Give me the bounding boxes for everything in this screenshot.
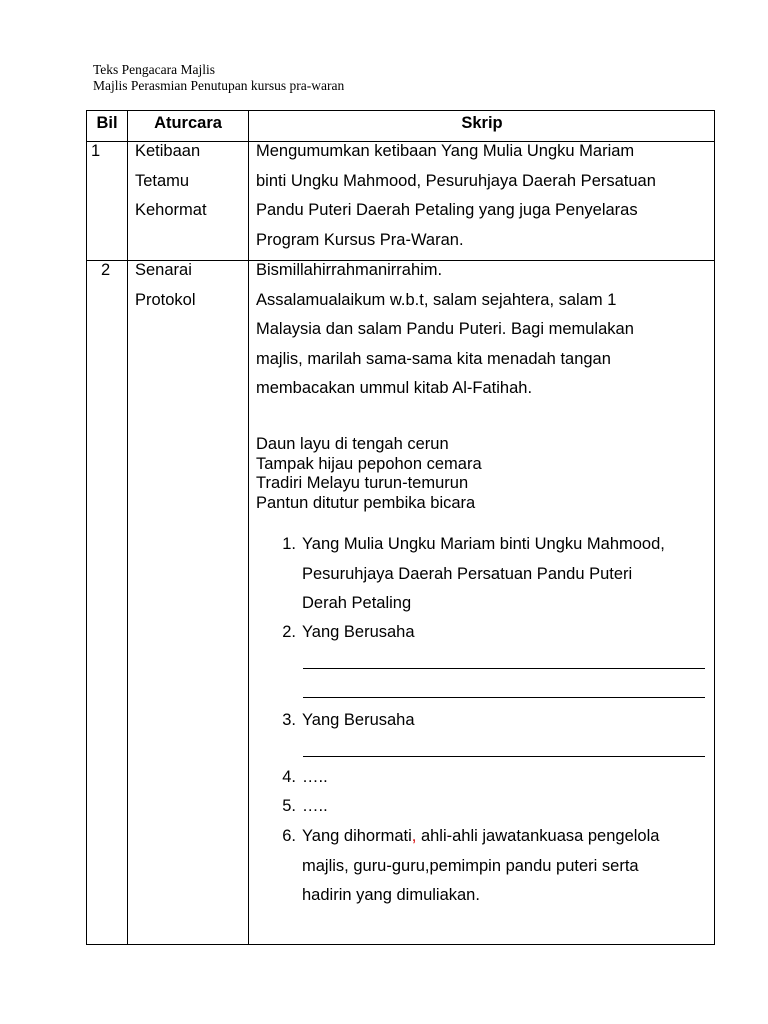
row1-skrip-line: Mengumumkan ketibaan Yang Mulia Ungku Mariam	[256, 142, 635, 160]
row1-aturcara-line: Kehormat	[135, 201, 207, 219]
skrip-intro-line: membacakan ummul kitab Al-Fatihah.	[256, 379, 533, 397]
blank-line	[303, 697, 705, 698]
item-text: Yang Berusaha	[302, 623, 415, 641]
blank-line	[303, 756, 705, 757]
row2-bil: 2	[101, 261, 111, 279]
row2-aturcara-line: Senarai	[135, 261, 192, 279]
item-line-part: ahli-ahli jawatankuasa pengelola	[416, 827, 660, 845]
item-text	[302, 822, 659, 911]
header-aturcara: Aturcara	[154, 114, 222, 132]
header-bil: Bil	[96, 114, 118, 132]
document-title: Teks Pengacara Majlis	[93, 62, 216, 77]
row1-aturcara-line: Tetamu	[135, 171, 190, 190]
item-text: …..	[302, 768, 328, 786]
row2-aturcara-line: Protokol	[135, 290, 196, 309]
row1-bil: 1	[91, 142, 101, 160]
item-text	[302, 530, 665, 619]
pantun-line: Pantun ditutur pembika bicara	[256, 493, 476, 512]
row1-skrip-line: Program Kursus Pra-Waran.	[256, 230, 464, 249]
column-divider	[248, 111, 249, 944]
row1-aturcara-line: Ketibaan	[135, 142, 201, 160]
item-line: Derah Petaling	[302, 594, 412, 612]
item-number: 4.	[282, 768, 296, 786]
header-skrip: Skrip	[461, 114, 503, 132]
pantun-line: Tradiri Melayu turun-temurun	[256, 474, 469, 492]
item-line: Yang Mulia Ungku Mariam binti Ungku Mahmood,	[302, 535, 665, 553]
skrip-intro-line: majlis, marilah sama-sama kita menadah tangan	[256, 349, 611, 368]
blank-line	[303, 668, 705, 669]
item-line-part: Yang dihormati	[302, 827, 412, 845]
pantun-line: Tampak hijau pepohon cemara	[256, 454, 482, 473]
pantun-line: Daun layu di tengah cerun	[256, 435, 449, 453]
item-line	[302, 822, 659, 852]
pantun	[256, 435, 482, 513]
item-line: Pesuruhjaya Daerah Persatuan Pandu Puteri	[302, 564, 633, 583]
red-comma: ,	[411, 827, 417, 845]
document-subtitle: Majlis Perasmian Penutupan kursus pra-waran	[93, 78, 345, 93]
row2-aturcara	[135, 256, 196, 315]
item-number: 6.	[282, 827, 296, 845]
item-text: Yang Berusaha	[302, 711, 415, 729]
row1-skrip	[256, 137, 656, 255]
item-number: 5.	[282, 797, 296, 815]
skrip-intro-line: Malaysia dan salam Pandu Puteri. Bagi memulakan	[256, 320, 634, 338]
skrip-intro-line: Bismillahirrahmanirrahim.	[256, 261, 443, 279]
item-line: hadirin yang dimuliakan.	[302, 886, 480, 904]
row2-skrip-intro	[256, 256, 634, 404]
item-number: 3.	[282, 711, 296, 729]
item-line: majlis, guru-guru,pemimpin pandu puteri serta	[302, 856, 639, 875]
row1-skrip-line: binti Ungku Mahmood, Pesuruhjaya Daerah Persatuan	[256, 171, 656, 190]
column-divider	[127, 111, 128, 944]
skrip-intro-line: Assalamualaikum w.b.t, salam sejahtera, salam 1	[256, 290, 617, 309]
programme-table	[86, 110, 715, 945]
item-number: 1.	[282, 535, 296, 553]
row1-aturcara	[135, 137, 207, 226]
item-text: …..	[302, 797, 328, 815]
item-number: 2.	[282, 623, 296, 641]
row1-skrip-line: Pandu Puteri Daerah Petaling yang juga Penyelaras	[256, 201, 638, 219]
